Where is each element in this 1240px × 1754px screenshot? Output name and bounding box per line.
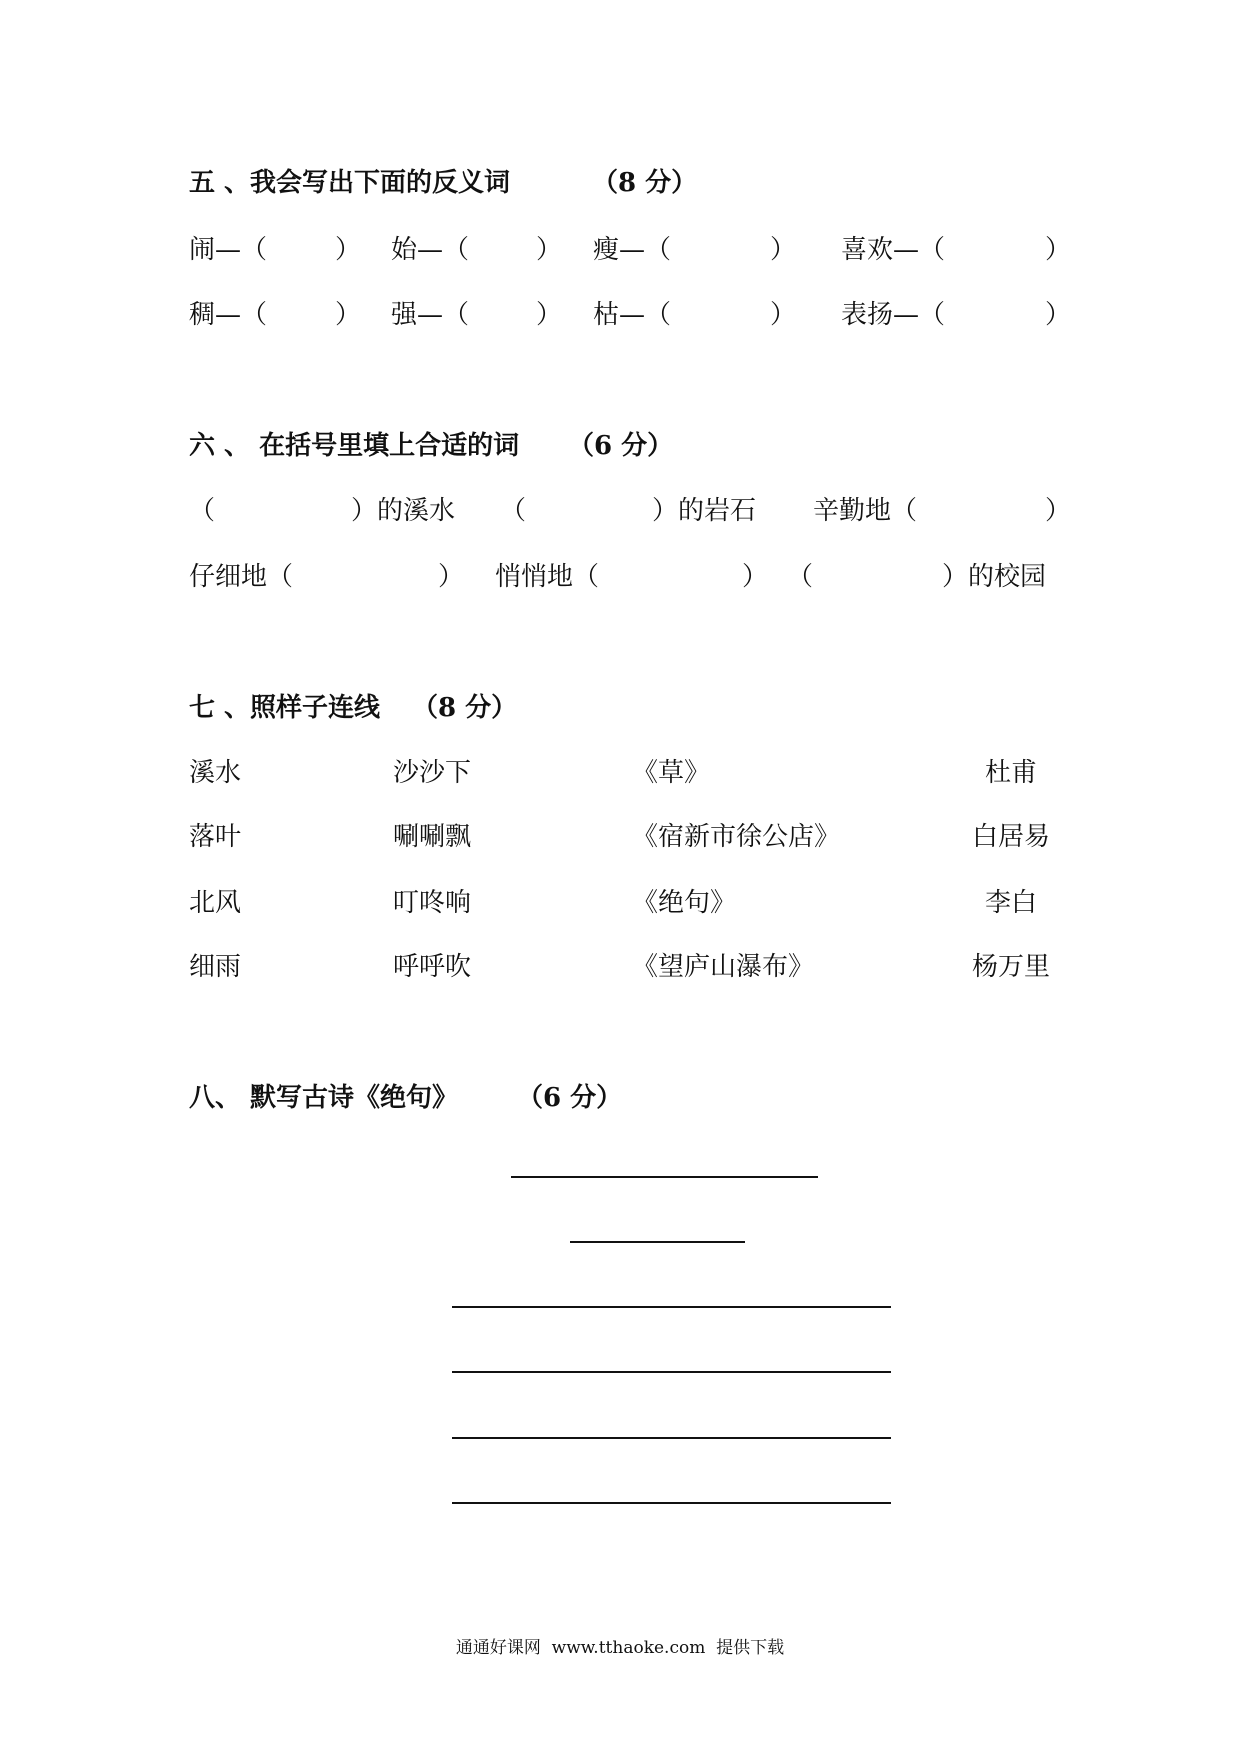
matching-noun: 落叶 (189, 822, 242, 852)
matching-noun: 溪水 (189, 758, 242, 788)
matching-poet: 李白 (984, 888, 1037, 918)
antonym-blank-close: ） (1045, 300, 1072, 330)
poem-verse-line (452, 1371, 891, 1373)
antonym-blank-close: ） (770, 300, 797, 330)
matching-sound: 沙沙下 (393, 758, 472, 788)
poem-verse-line (452, 1502, 891, 1504)
matching-poet: 白居易 (971, 822, 1050, 852)
poem-verse-line (452, 1306, 891, 1308)
antonym-prompt: 喜欢—（ (841, 235, 946, 265)
fill-prompt: （ (500, 496, 527, 526)
matching-poem-title: 《草》 (632, 758, 711, 788)
fill-blank-close: ） (1045, 496, 1072, 526)
poem-heading: 八、 默写古诗《绝句》 (189, 1083, 459, 1113)
matching-sound: 叮咚响 (393, 888, 472, 918)
antonym-blank-close: ） (335, 300, 362, 330)
matching-heading: 七 、照样子连线 (189, 693, 381, 723)
antonym-blank-close: ） (536, 235, 563, 265)
matching-noun: 细雨 (189, 952, 242, 982)
fill-prompt: 辛勤地（ (813, 496, 918, 526)
fill-blank-close: ） (742, 562, 769, 592)
fill-words-score: （6 分） (568, 431, 674, 461)
fill-blank-close: ）的校园 (942, 562, 1047, 592)
antonyms-score: （8 分） (592, 168, 698, 198)
fill-blank-close: ）的岩石 (652, 496, 757, 526)
fill-prompt: 仔细地（ (189, 562, 294, 592)
fill-words-heading: 六 、 在括号里填上合适的词 (189, 431, 520, 461)
matching-poem-title: 《望庐山瀑布》 (632, 952, 815, 982)
antonym-blank-close: ） (1045, 235, 1072, 265)
poem-title-line (511, 1176, 818, 1178)
antonym-prompt: 强—（ (391, 300, 470, 330)
antonym-prompt: 稠—（ (189, 300, 268, 330)
matching-poet: 杜甫 (984, 758, 1037, 788)
fill-prompt: （ (787, 562, 814, 592)
antonym-prompt: 始—（ (391, 235, 470, 265)
fill-blank-close: ） (438, 562, 465, 592)
fill-prompt: （ (189, 496, 216, 526)
fill-prompt: 悄悄地（ (495, 562, 600, 592)
matching-sound: 唰唰飘 (393, 822, 472, 852)
poem-score: （6 分） (517, 1083, 623, 1113)
fill-blank-close: ）的溪水 (351, 496, 456, 526)
antonyms-heading: 五 、我会写出下面的反义词 (189, 168, 511, 198)
matching-sound: 呼呼吹 (393, 952, 472, 982)
antonym-blank-close: ） (335, 235, 362, 265)
matching-noun: 北风 (189, 888, 242, 918)
matching-poem-title: 《宿新市徐公店》 (632, 822, 841, 852)
antonym-prompt: 枯—（ (593, 300, 672, 330)
antonym-prompt: 瘦—（ (593, 235, 672, 265)
antonym-prompt: 表扬—（ (841, 300, 946, 330)
antonym-blank-close: ） (770, 235, 797, 265)
poem-verse-line (452, 1437, 891, 1439)
matching-poet: 杨万里 (971, 952, 1050, 982)
matching-poem-title: 《绝句》 (632, 888, 737, 918)
antonym-blank-close: ） (536, 300, 563, 330)
poem-author-line (570, 1241, 745, 1243)
page-footer: 通通好课网 www.tthaoke.com 提供下载 (455, 1638, 785, 1658)
antonym-prompt: 闹—（ (189, 235, 268, 265)
matching-score: （8 分） (412, 693, 518, 723)
